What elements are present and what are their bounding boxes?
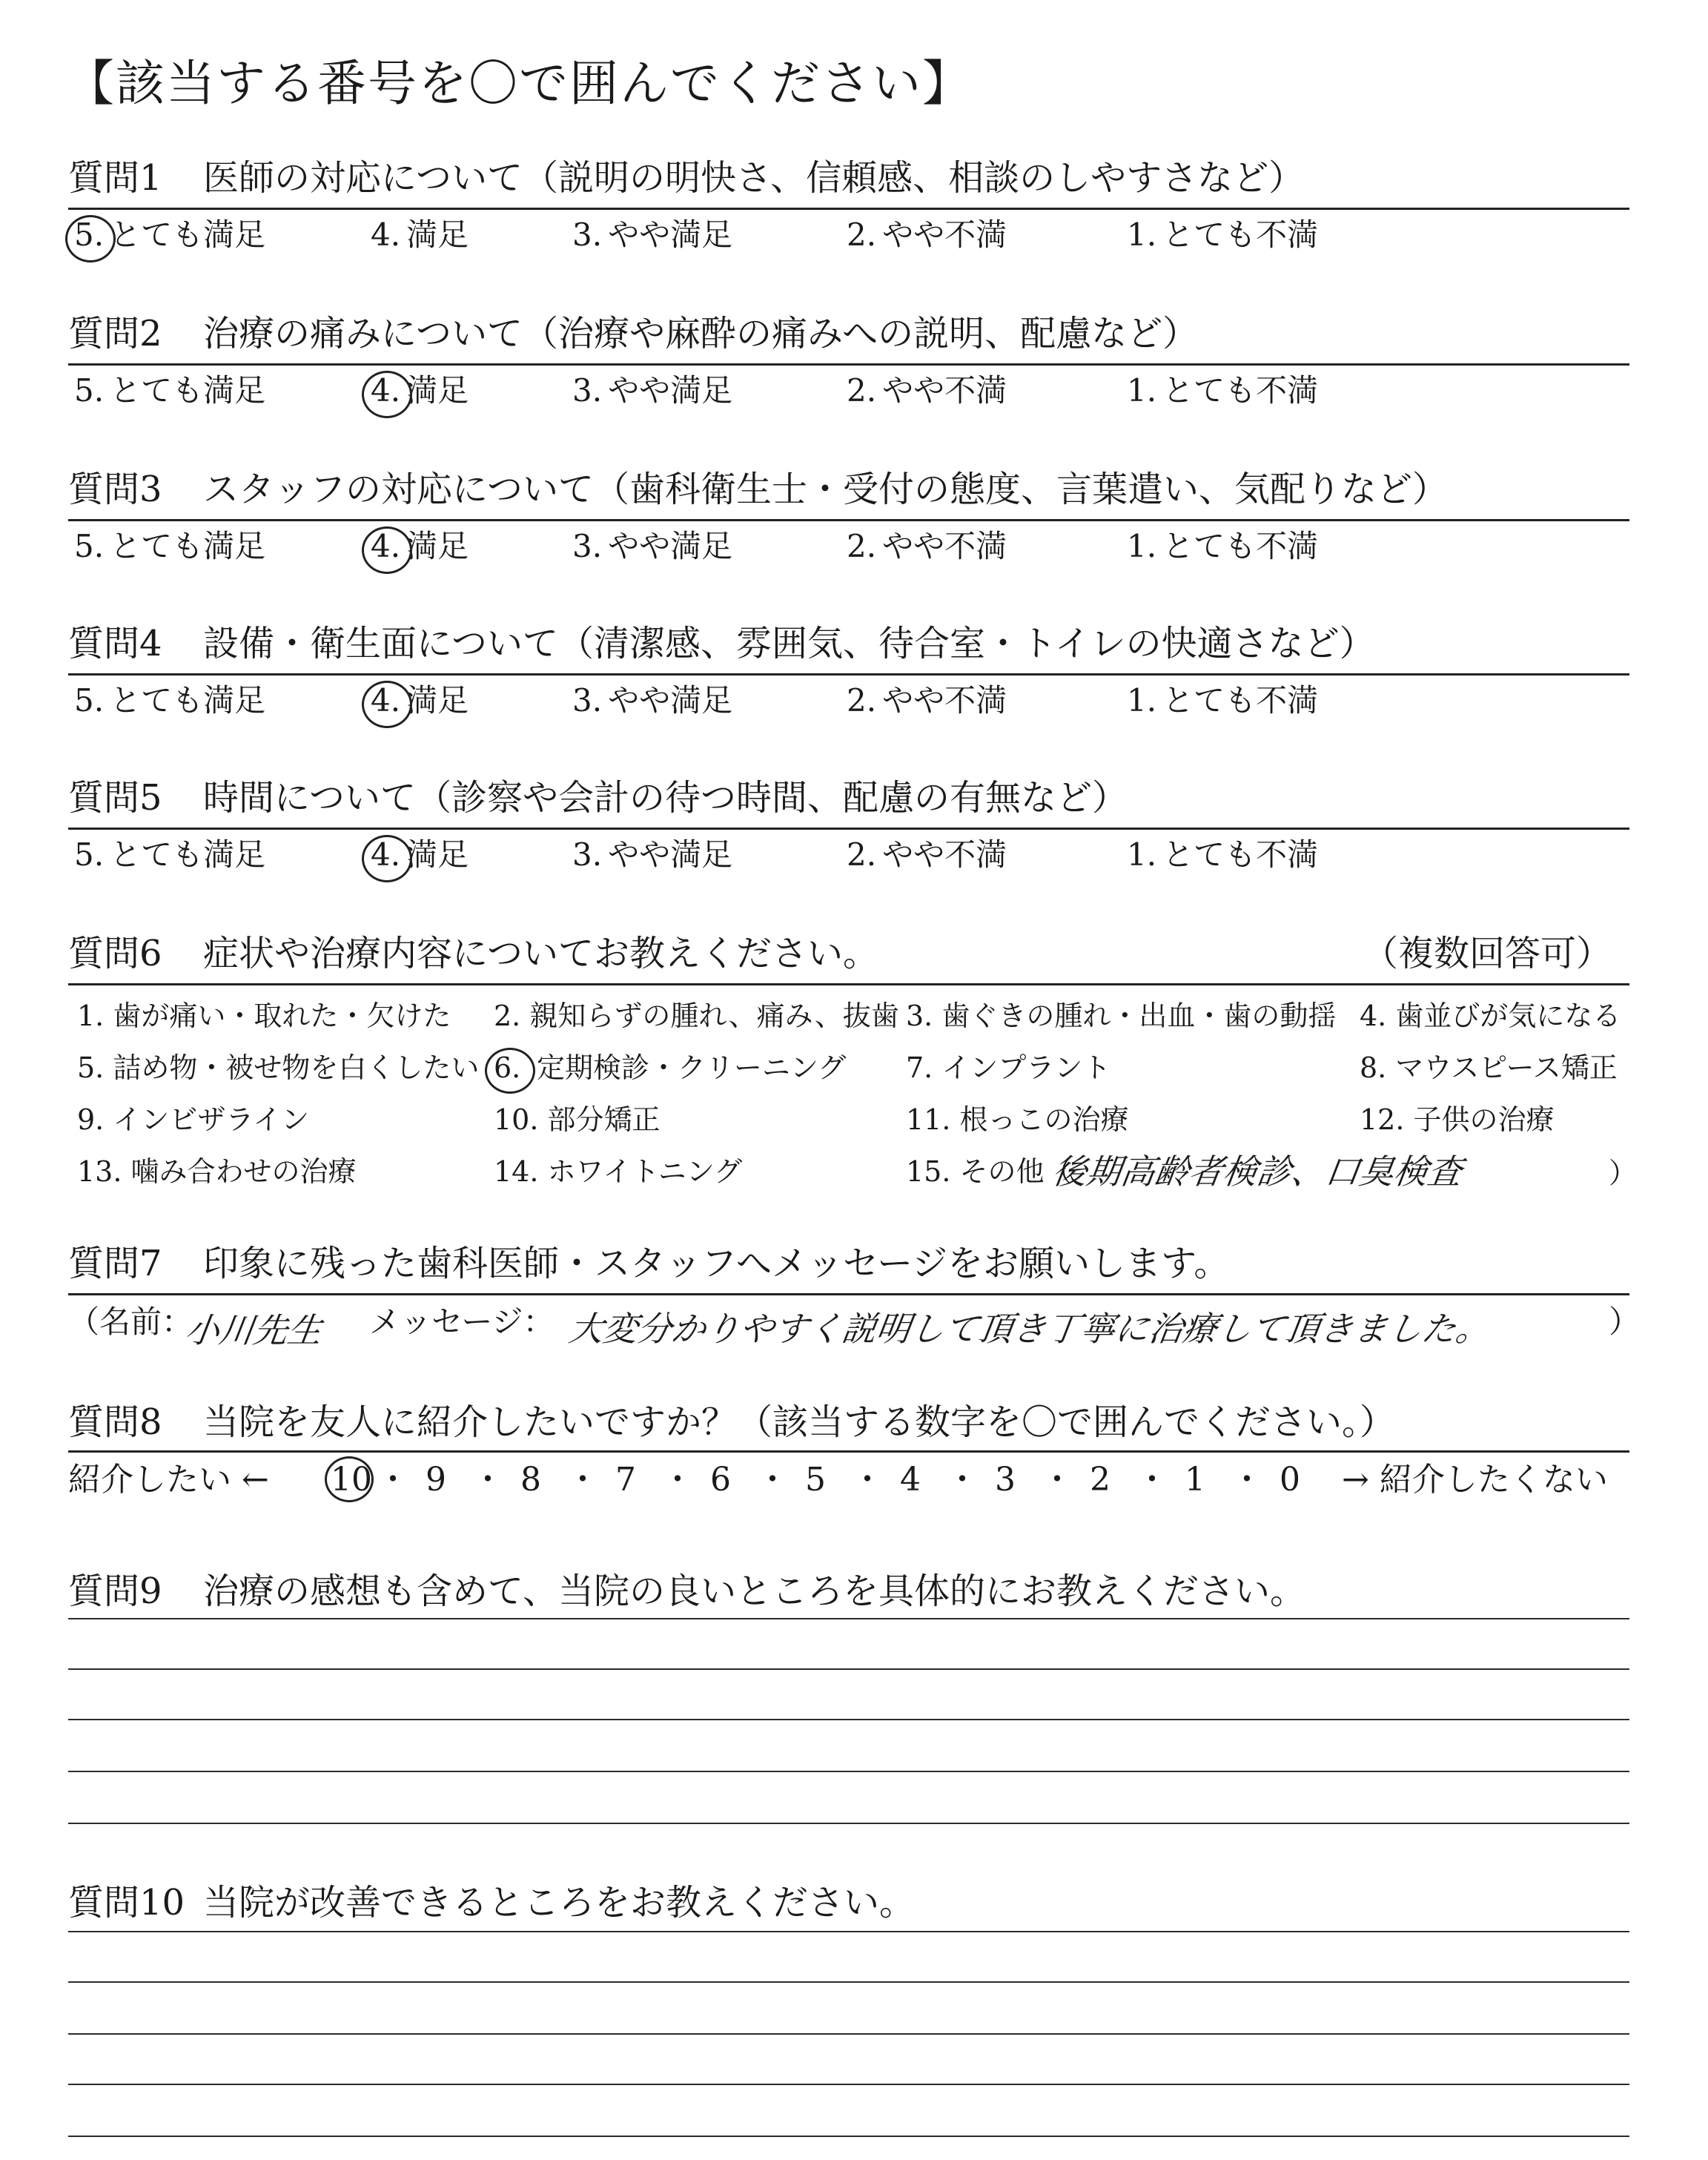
q3-number: 質問3 (68, 469, 162, 510)
rating-number: 3. (572, 372, 603, 409)
rating-number: 2. (847, 372, 877, 409)
rating-label: 満足 (406, 682, 469, 719)
q5-rule (68, 828, 1629, 830)
q5-selected-circle (362, 835, 412, 882)
rating-number: 3. (572, 217, 603, 253)
q8-scale-1[interactable]: 1 (1185, 1461, 1205, 1499)
q10-number: 質問10 (68, 1882, 185, 1923)
q1-option-3[interactable] (572, 215, 732, 255)
rating-number: 1. (1127, 682, 1157, 719)
rating-number: 4. (371, 372, 401, 409)
q6-option-15[interactable]: 15. その他（ (906, 1155, 1073, 1188)
q8-right-label: → 紹介したくない (1342, 1461, 1608, 1499)
rating-label: やや不満 (882, 217, 1007, 253)
q5-title (68, 776, 1128, 820)
q7-text: 印象に残った歯科医師・スタッフへメッセージをお願いします。 (203, 1243, 1230, 1284)
rating-number: 4. (371, 836, 401, 873)
q4-option-3[interactable] (572, 681, 732, 721)
q6-number: 質問6 (68, 933, 162, 974)
rating-number: 2. (847, 528, 877, 564)
q9-text: 治療の感想も含めて、当院の良いところを具体的にお教えください。 (203, 1571, 1306, 1612)
rating-label: とても不満 (1162, 372, 1319, 409)
q6-option-13[interactable]: 13. 噛み合わせの治療 (77, 1155, 357, 1188)
rating-number: 3. (572, 528, 603, 564)
q7-name-label: （名前： (68, 1304, 193, 1340)
rating-number: 3. (572, 836, 603, 873)
q3-option-3[interactable] (572, 526, 732, 567)
rating-label: とても不満 (1162, 528, 1319, 564)
rating-number: 3. (572, 682, 603, 719)
rating-number: 4. (371, 217, 401, 253)
q10-line-4 (68, 2084, 1629, 2085)
q6-title (68, 931, 878, 976)
q8-separator: ・ (566, 1461, 599, 1499)
q1-option-2[interactable] (847, 215, 1007, 255)
q8-number: 質問8 (68, 1401, 162, 1443)
q8-separator: ・ (1136, 1461, 1168, 1499)
q10-line-2 (68, 1981, 1629, 1983)
q2-option-5[interactable] (74, 371, 265, 411)
q8-separator: ・ (661, 1461, 694, 1499)
q6-text: 症状や治療内容についてお教えください。 (203, 933, 879, 974)
rating-number: 4. (371, 682, 401, 719)
q3-selected-circle (362, 526, 412, 574)
q8-scale-2[interactable]: 2 (1090, 1461, 1110, 1499)
q2-option-1[interactable] (1127, 371, 1318, 411)
rating-label: とても不満 (1162, 836, 1319, 873)
rating-label: 満足 (406, 217, 469, 253)
q3-title (68, 467, 1448, 512)
q8-separator: ・ (471, 1461, 504, 1499)
q8-rule (68, 1450, 1629, 1453)
q7-message-label: メッセージ： (369, 1304, 555, 1340)
rating-number: 1. (1127, 372, 1157, 409)
q4-rule (68, 673, 1629, 676)
rating-label: やや満足 (608, 682, 733, 719)
q5-option-1[interactable] (1127, 835, 1318, 875)
q7-rule (68, 1293, 1629, 1295)
q4-option-2[interactable] (847, 681, 1007, 721)
q1-option-1[interactable] (1127, 215, 1318, 255)
q1-text: 医師の対応について（説明の明快さ、信頼感、相談のしやすさなど） (203, 157, 1305, 199)
q5-number: 質問5 (68, 777, 162, 819)
q8-scale-4[interactable]: 4 (900, 1461, 921, 1499)
q9-line-1 (68, 1618, 1629, 1619)
q6-option-1[interactable]: 1. 歯が痛い・取れた・欠けた (77, 1000, 451, 1032)
q3-option-2[interactable] (847, 526, 1007, 567)
q2-title (68, 311, 1198, 356)
q8-scale-6[interactable]: 6 (710, 1461, 731, 1499)
q2-option-3[interactable] (572, 371, 732, 411)
rating-label: やや不満 (882, 682, 1007, 719)
q6-option-7[interactable]: 7. インプラント (906, 1051, 1111, 1084)
rating-number: 2. (847, 217, 877, 253)
q5-option-5[interactable] (74, 835, 265, 875)
page-title: 【該当する番号を〇で囲んでください】 (65, 55, 973, 112)
q4-option-1[interactable] (1127, 681, 1318, 721)
q8-scale-8[interactable]: 8 (520, 1461, 541, 1499)
rating-label: とても不満 (1162, 682, 1319, 719)
rating-number: 5. (74, 217, 105, 253)
q7-close: ） (1609, 1304, 1641, 1340)
q6-other-close: ） (1609, 1157, 1638, 1189)
q7-title (68, 1241, 1229, 1286)
q8-scale-9[interactable]: 9 (426, 1461, 446, 1499)
rating-label: とても不満 (1162, 217, 1319, 253)
q1-number: 質問1 (68, 157, 162, 199)
q6-rule (68, 983, 1629, 985)
q4-selected-circle (362, 681, 412, 728)
q6-option-6-label: 定期検診・クリーニング (537, 1051, 847, 1084)
q8-scale-10[interactable]: 10 (331, 1461, 372, 1499)
rating-number: 4. (371, 528, 401, 564)
rating-label: とても満足 (110, 682, 266, 719)
rating-number: 5. (74, 682, 105, 719)
rating-number: 2. (847, 682, 877, 719)
q5-option-3[interactable] (572, 835, 732, 875)
rating-number: 1. (1127, 836, 1157, 873)
q4-title (68, 621, 1375, 666)
q10-title (68, 1880, 915, 1925)
rating-label: とても満足 (110, 528, 266, 564)
q6-note: （複数回答可） (1363, 933, 1612, 974)
q6-option-11[interactable]: 11. 根っこの治療 (906, 1103, 1129, 1136)
q2-selected-circle (362, 371, 412, 418)
q6-option-8[interactable]: 8. マウスピース矯正 (1360, 1051, 1618, 1084)
q1-title (68, 156, 1304, 200)
q9-title (68, 1569, 1305, 1614)
rating-number: 1. (1127, 528, 1157, 564)
rating-label: 満足 (406, 528, 469, 564)
rating-number: 2. (847, 836, 877, 873)
q8-scale-7[interactable]: 7 (615, 1461, 636, 1499)
rating-number: 5. (74, 528, 105, 564)
q6-option-14[interactable]: 14. ホワイトニング (494, 1155, 743, 1188)
rating-label: やや満足 (608, 528, 733, 564)
q9-line-3 (68, 1719, 1629, 1720)
rating-label: やや満足 (608, 372, 733, 409)
rating-label: 満足 (406, 372, 469, 409)
rating-label: やや満足 (608, 217, 733, 253)
rating-label: やや満足 (608, 836, 733, 873)
q6-option-2[interactable]: 2. 親知らずの腫れ、痛み、抜歯 (494, 1000, 899, 1032)
q10-line-5 (68, 2136, 1629, 2137)
q9-line-2 (68, 1668, 1629, 1670)
q6-option-9[interactable]: 9. インビザライン (77, 1103, 310, 1136)
q6-option-10[interactable]: 10. 部分矯正 (494, 1103, 661, 1136)
q8-separator: ・ (756, 1461, 789, 1499)
q9-number: 質問9 (68, 1571, 162, 1612)
q10-text: 当院が改善できるところをお教えください。 (203, 1882, 916, 1923)
q1-rule (68, 208, 1629, 210)
q3-text: スタッフの対応について（歯科衛生士・受付の態度、言葉遣い、気配りなど） (203, 469, 1449, 510)
rating-label: とても満足 (110, 217, 266, 253)
q8-scale-5[interactable]: 5 (805, 1461, 826, 1499)
q6-selected-circle (485, 1048, 535, 1094)
rating-label: やや不満 (882, 528, 1007, 564)
q2-number: 質問2 (68, 313, 162, 354)
rating-number: 5. (74, 372, 105, 409)
q8-scale-0[interactable]: 0 (1280, 1461, 1300, 1499)
q9-line-4 (68, 1771, 1629, 1772)
q6-option-12[interactable]: 12. 子供の治療 (1360, 1103, 1555, 1136)
rating-label: とても満足 (110, 836, 266, 873)
q9-line-5 (68, 1823, 1629, 1824)
q10-line-1 (68, 1931, 1629, 1932)
q3-option-5[interactable] (74, 526, 265, 567)
q8-title (68, 1400, 1395, 1444)
q7-name-value: 小川先生 (182, 1310, 325, 1350)
rating-number: 5. (74, 836, 105, 873)
rating-label: やや不満 (882, 372, 1007, 409)
q2-text: 治療の痛みについて（治療や麻酔の痛みへの説明、配慮など） (203, 313, 1199, 354)
q3-rule (68, 519, 1629, 521)
q6-option-5[interactable]: 5. 詰め物・被せ物を白くしたい (77, 1051, 480, 1084)
q7-number: 質問7 (68, 1243, 162, 1284)
q8-scale-3[interactable]: 3 (995, 1461, 1016, 1499)
q7-message-value: 大変分かりやすく説明して頂き丁寧に治療して頂きました。 (566, 1309, 1493, 1349)
q5-option-2[interactable] (847, 835, 1007, 875)
q6-option-4[interactable]: 4. 歯並びが気になる (1360, 1000, 1621, 1032)
q1-option-4[interactable] (371, 215, 469, 255)
q2-option-2[interactable] (847, 371, 1007, 411)
q5-text: 時間について（診察や会計の待つ時間、配慮の有無など） (203, 777, 1128, 819)
q4-text: 設備・衛生面について（清潔感、雰囲気、待合室・トイレの快適さなど） (203, 623, 1375, 664)
q6-other-handwritten: 後期高齢者検診、口臭検査 (1050, 1152, 1465, 1192)
rating-label: やや不満 (882, 836, 1007, 873)
q8-text: 当院を友人に紹介したいですか？（該当する数字を〇で囲んでください。） (203, 1401, 1396, 1443)
q8-left-label: 紹介したい ← (68, 1461, 269, 1499)
q10-line-3 (68, 2033, 1629, 2035)
q2-rule (68, 363, 1629, 366)
rating-label: とても満足 (110, 372, 266, 409)
rating-label: 満足 (406, 836, 469, 873)
q8-separator: ・ (1041, 1461, 1073, 1499)
q4-option-5[interactable] (74, 681, 265, 721)
q8-separator: ・ (1231, 1461, 1263, 1499)
q8-separator: ・ (851, 1461, 884, 1499)
rating-number: 1. (1127, 217, 1157, 253)
q1-selected-circle (65, 215, 116, 262)
q8-separator: ・ (377, 1461, 409, 1499)
q8-selected-circle (325, 1456, 374, 1502)
q8-separator: ・ (946, 1461, 979, 1499)
q4-number: 質問4 (68, 623, 162, 664)
q3-option-1[interactable] (1127, 526, 1318, 567)
q6-option-3[interactable]: 3. 歯ぐきの腫れ・出血・歯の動揺 (906, 1000, 1337, 1032)
q6-option-6[interactable]: 6. (494, 1051, 521, 1084)
